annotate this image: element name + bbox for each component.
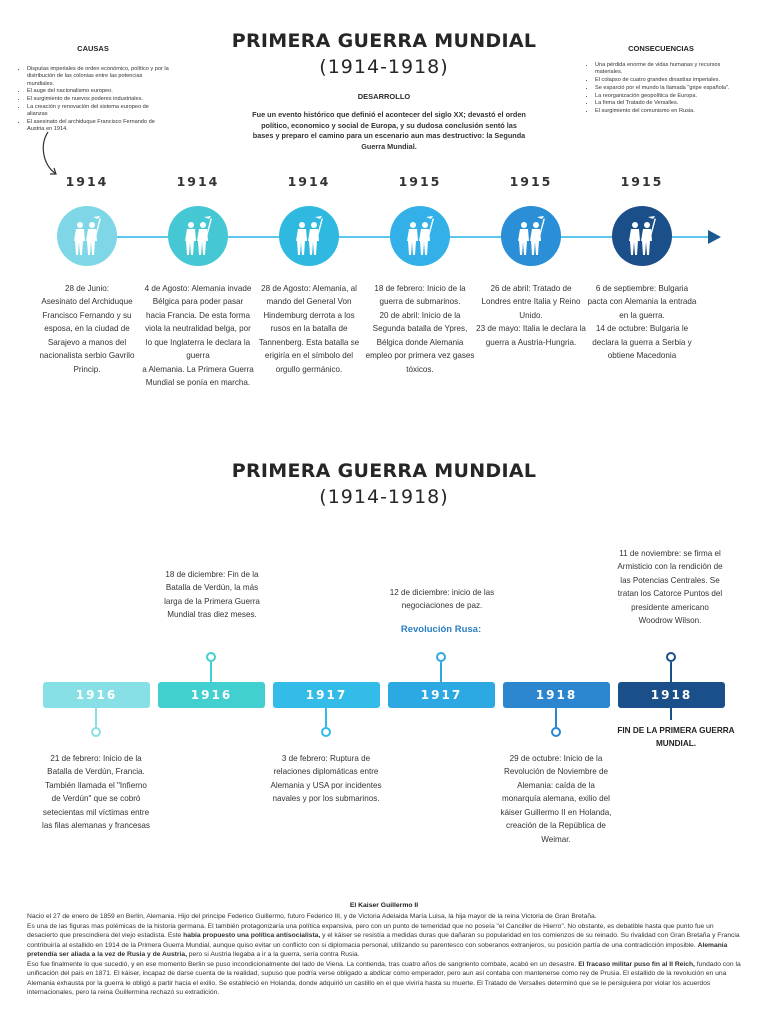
kaiser-text-span: pero si Austria llegaba a ir a la guerra, sería contra Rusia. <box>186 951 360 959</box>
timeline2-year-bar: 1916 <box>158 682 265 708</box>
timeline1-year: 1914 <box>176 174 220 189</box>
causas-item: • El surgimiento de nuevos poderes industriales. <box>27 96 170 103</box>
timeline1-event: 28 de Junio: Asesinato del Archiduque Francisco Fernando y su esposa, en la ciudad de Sarajevo a manos del nacionalista serbio Gavrilo Princip. <box>39 284 135 374</box>
kaiser-title: El Kaiser Guillermo II <box>349 902 419 909</box>
timeline2-year-bar: 1917 <box>388 682 495 708</box>
soldiers-icon <box>67 214 107 258</box>
timeline2-year-bar: 1918 <box>618 682 725 708</box>
revolucion-rusa-label: Revolución Rusa: <box>400 624 482 635</box>
kaiser-text-span: Es una de las figuras mas polémicas de la historia germana. El también protagonizaría una política expansiva, pero con un punto de temeridad que no poseía "el Canciller de Hierro". No obstante, es debatible hasta que punto fue un desacierto que prescindiera del viejo estadista. Este <box>27 922 714 940</box>
timeline2-year-bar: 1917 <box>273 682 380 708</box>
timeline2-event-above: 12 de diciembre: inicio de las negociaciones de paz. <box>389 588 495 611</box>
timeline2-stem <box>670 708 672 720</box>
consecuencias-item: • Se esparció por el mundo la llamada "gripe española". <box>595 85 736 92</box>
soldiers-circle <box>612 206 672 266</box>
timeline2-stem <box>95 708 97 728</box>
timeline1-year: 1915 <box>509 174 553 189</box>
kaiser-text <box>27 912 743 998</box>
soldiers-circle <box>279 206 339 266</box>
kaiser-text-span: y el káiser se resistía a medidas duras que dañaran su popularidad en los comienzos de su reinado. Su rivalidad con Gran Bretaña y Francia contribuiría al estallido en 1914 de la Primera Guerra Mundial, aunque quiso evitar un conflicto con si diplomacia personal, utilizando su parentesco con soberanos extranjeros, su posición partía de una contradicción imposible. <box>27 932 740 949</box>
timeline1-event: 28 de Agosto: Alemania, al mando del General Von Hindemburg derrota a los rusos en la batalla de Tannenberg. Esta batalla se erigiría en el símbolo del orgullo germánico. <box>258 284 360 374</box>
timeline1-event: 26 de abril: Tratado de Londres entre Italia y Reino Unido. 23 de mayo: Italia le declara la guerra a Austria-Hungria. <box>476 284 586 347</box>
timeline2-stem <box>325 708 327 728</box>
soldiers-circle <box>168 206 228 266</box>
timeline1-arrowhead-icon <box>708 230 721 244</box>
desarrollo-text: Fue un evento histórico que definió el acontecer del siglo XX; devastó el orden político, economico y social de Europa, y su dudosa conclusión sentó las bases y preparo el camino para un escenario aun mas destructivo: la Segunda Guerra Mundial. <box>252 110 526 151</box>
soldiers-icon <box>289 214 329 258</box>
causas-item: • El asesinato del archiduque Francisco Fernando de Austria en 1914. <box>27 119 170 134</box>
kaiser-text-span: fundado con la unificación del país en 1871. El káiser, incapaz de darse cuenta de la realidad, supuso que podría verse obligado a abdicar como emperador, pero aun así contaba con mantenerse como rey de Prusia. El estallido de la revolución en una Alemania exhausta por la guerra le obligó a partir hacia el exilio. Se estableció en Holanda, donde adquirió un castillo en el que viviría hasta su muerte. El Tratado de Versalles determinó que se le persiguiera por violar los acuerdos internacionales, pero la reina Guillermina rechazó su extradición. <box>27 960 741 997</box>
section2-subtitle-years: (1914-1918) <box>319 486 449 508</box>
soldiers-circle <box>501 206 561 266</box>
timeline2-event-above: 18 de diciembre: Fin de la Batalla de Verdún, la más larga de la Primera Guerra Mundial tras diez meses. <box>164 570 260 620</box>
timeline2-dot <box>206 652 216 662</box>
soldiers-circle <box>57 206 117 266</box>
timeline2-dot <box>436 652 446 662</box>
kaiser-text-bold: habia propuesto una política antisocialista, <box>183 932 321 940</box>
causas-heading: CAUSAS <box>77 44 109 53</box>
consecuencias-list <box>586 62 736 116</box>
timeline1-year: 1915 <box>398 174 442 189</box>
page-title: PRIMERA GUERRA MUNDIAL <box>231 30 537 52</box>
consecuencias-heading: CONSECUENCIAS <box>628 44 694 53</box>
section2-title: PRIMERA GUERRA MUNDIAL <box>231 460 537 482</box>
timeline2-event-below: 21 de febrero: Inicio de la Batalla de Verdún, Francia. También llamada el "Infierno de Verdún" que se cobró setecientas mil víctimas entre las filas alemanas y francesas <box>42 754 150 831</box>
soldiers-icon <box>400 214 440 258</box>
timeline2-dot <box>551 727 561 737</box>
kaiser-paragraph <box>27 960 743 998</box>
timeline2-dot <box>321 727 331 737</box>
causas-item: • El auge del nacionalismo europeo. <box>27 88 170 95</box>
soldiers-icon <box>622 214 662 258</box>
consecuencias-item: • La firma del Tratado de Versalles. <box>595 100 736 107</box>
causas-list <box>18 66 170 134</box>
soldiers-icon <box>511 214 551 258</box>
soldiers-circle <box>390 206 450 266</box>
timeline1-year: 1915 <box>620 174 664 189</box>
timeline1-year: 1914 <box>287 174 331 189</box>
page-subtitle-years: (1914-1918) <box>319 56 449 78</box>
causas-item: • Disputas imperiales de orden económico, político y por la distribución de las colonias entre las potencias mundiales. <box>27 66 170 88</box>
consecuencias-item: • El surgimiento del comunismo en Rusia. <box>595 108 736 115</box>
kaiser-text-bold: El fracaso militar puso fin al II Reich, <box>578 960 695 968</box>
timeline1-event: 6 de septiembre: Bulgaria pacta con Alemania la entrada en la guerra. 14 de octubre: Bulgaria le declara la guerra a Serbia y obtiene Macedonia <box>587 284 697 361</box>
kaiser-paragraph <box>27 922 743 960</box>
timeline1-year: 1914 <box>65 174 109 189</box>
soldiers-icon <box>178 214 218 258</box>
timeline1-event: 18 de febrero: Inicio de la guerra de submarinos. 20 de abril: Inicio de la Segunda batalla de Ypres, Bélgica donde Alemania empleo por primera vez gases tóxicos. <box>365 284 475 374</box>
consecuencias-item: • La reorganización geopolítica de Europa. <box>595 93 736 100</box>
timeline2-year-bar: 1916 <box>43 682 150 708</box>
timeline1-event: 4 de Agosto: Alemania invade Bélgica para poder pasar hacia Francia. De esta forma viola la neutralidad belga, por lo que Inglaterra le declara la guerra a Alemania. La Primera Guerra Mundial se ponía en marcha. <box>142 284 254 387</box>
timeline2-dot <box>666 652 676 662</box>
timeline2-stem <box>210 662 212 682</box>
timeline2-stem <box>440 662 442 682</box>
consecuencias-item: • Una pérdida enorme de vidas humanas y recursos materiales. <box>595 62 736 77</box>
timeline2-event-below: 29 de octubre: Inicio de la Revolución de Noviembre de Alemania: caída de la monarquía alemana, exilio del káiser Guillermo II en Holanda, creación de la República de Weimar. <box>500 754 612 844</box>
kaiser-text-span: Eso fue finalmente lo que sucedió, y en ese momento Berlin se puso incondicionalmente del lado de Viena. La contienda, tras cuatro años de sangriento combate, acabó en un desastre. <box>27 960 579 968</box>
kaiser-text-bold: Alemania pretendía ser aliada a la vez de Rusia y de Austria, <box>27 941 728 959</box>
timeline2-stem <box>670 662 672 682</box>
timeline2-year-bar: 1918 <box>503 682 610 708</box>
desarrollo-heading: DESARROLLO <box>357 92 411 101</box>
fin-guerra-label: FIN DE LA PRIMERA GUERRA MUNDIAL. <box>617 726 735 749</box>
curved-arrow-icon <box>38 130 68 180</box>
kaiser-paragraph: Nacio el 27 de enero de 1859 en Berlin, Alemania. Hijo del principe Federico Guillermo, futuro Federico III, y de Victoria Adelaida María Luisa, la hija mayor de la reina Victoria de Gran Bretaña. <box>27 913 597 920</box>
timeline2-event-above: 11 de noviembre: se firma el Armisticio con la rendición de las Potencias Centrales. Se tratan los Catorce Puntos del presidente americano Woodrow Wilson. <box>617 549 723 626</box>
consecuencias-item: • El colapso de cuatro grandes dinastías imperiales. <box>595 77 736 84</box>
timeline2-stem <box>555 708 557 728</box>
timeline2-event-below: 3 de febrero: Ruptura de relaciones diplomáticas entre Alemania y USA por incidentes navales y por los submarinos. <box>270 754 382 804</box>
causas-item: • La creación y renovación del sistema europeo de alianzas <box>27 104 170 119</box>
timeline2-dot <box>91 727 101 737</box>
